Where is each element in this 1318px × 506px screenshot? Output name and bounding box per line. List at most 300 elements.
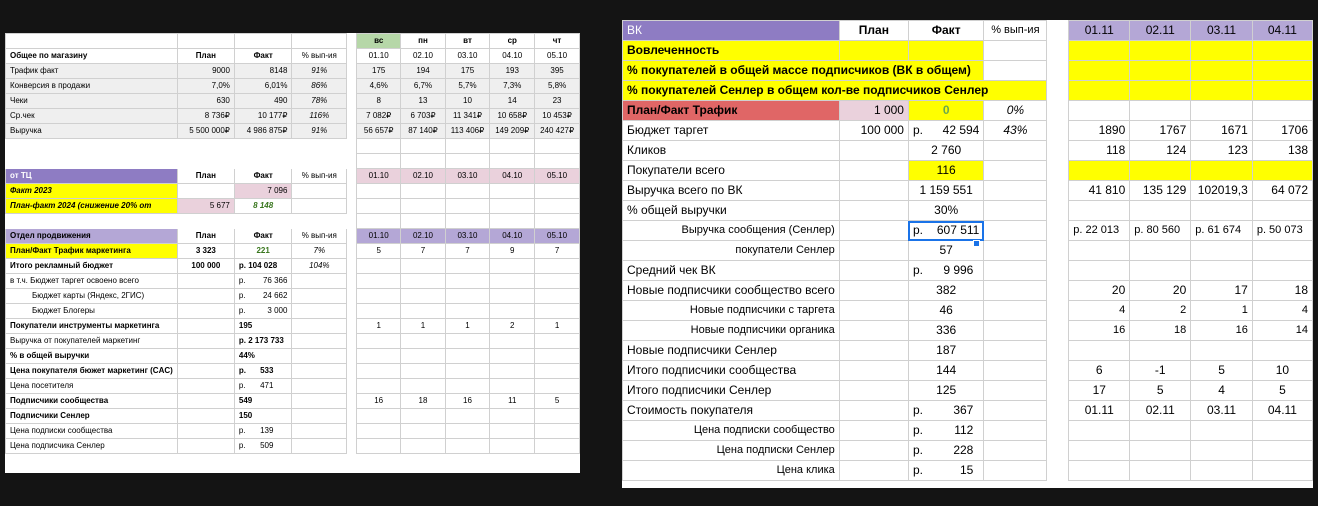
- row-label[interactable]: Итого подписчики Сенлер: [623, 381, 840, 401]
- plan-header[interactable]: План: [177, 49, 234, 64]
- row-label[interactable]: Цена посетителя: [6, 379, 178, 394]
- pct-header[interactable]: % вып-ия: [292, 229, 347, 244]
- day-cell[interactable]: 7: [535, 244, 580, 259]
- value: 607 511: [936, 223, 980, 237]
- fact-cell[interactable]: [234, 364, 292, 379]
- value: 76 366: [262, 276, 288, 285]
- day-cell[interactable]: 194: [401, 64, 445, 79]
- fact-cell[interactable]: [908, 401, 983, 421]
- right-table: [622, 20, 1313, 481]
- fact-cell[interactable]: 490: [234, 94, 292, 109]
- fact-cell[interactable]: [908, 421, 983, 441]
- day-cell[interactable]: 2: [1130, 301, 1191, 321]
- fact-cell[interactable]: 150: [234, 409, 292, 424]
- pct-cell[interactable]: 116%: [292, 109, 347, 124]
- fact-cell[interactable]: 549: [234, 394, 292, 409]
- row-label[interactable]: % покупателей в общей массе подписчиков (ВК в общем): [623, 61, 984, 81]
- day-cell[interactable]: 64 072: [1252, 181, 1312, 201]
- day-cell[interactable]: 4: [1191, 381, 1253, 401]
- day-cell[interactable]: 4,6%: [357, 79, 401, 94]
- fact-cell[interactable]: 144: [908, 361, 983, 381]
- day-header[interactable]: 04.10: [490, 229, 535, 244]
- day-header[interactable]: 03.10: [445, 169, 490, 184]
- day-cell[interactable]: 1706: [1252, 121, 1312, 141]
- row-label[interactable]: Выручка сообщения (Сенлер): [623, 221, 840, 241]
- currency: р.: [912, 423, 923, 437]
- table-row: [6, 364, 580, 379]
- pct-cell[interactable]: 104%: [292, 259, 347, 274]
- day-cell[interactable]: 7: [445, 244, 490, 259]
- fact-cell[interactable]: 125: [908, 381, 983, 401]
- table-row: [623, 361, 1313, 381]
- day-cell[interactable]: 1: [445, 319, 490, 334]
- table-row: [623, 221, 1313, 241]
- day-cell[interactable]: 6 703₽: [401, 109, 445, 124]
- currency: р.: [238, 291, 246, 300]
- value: 509: [260, 441, 274, 450]
- day-cell[interactable]: 4: [1069, 301, 1130, 321]
- fact-cell[interactable]: [908, 261, 983, 281]
- table-row: [6, 319, 580, 334]
- row-label[interactable]: Покупатели инструменты маркетинга: [6, 319, 178, 334]
- fact-cell[interactable]: 0: [908, 101, 983, 121]
- row-label[interactable]: Выручка всего по ВК: [623, 181, 840, 201]
- day-cell[interactable]: 9: [490, 244, 535, 259]
- value: 471: [260, 381, 274, 390]
- day-header[interactable]: 01.11: [1069, 21, 1130, 41]
- day-cell[interactable]: -1: [1130, 361, 1191, 381]
- day-cell[interactable]: 1: [1191, 301, 1253, 321]
- value: 9 996: [943, 263, 974, 277]
- left-table: [5, 33, 580, 454]
- fact-cell[interactable]: 221: [234, 244, 292, 259]
- table-row: [6, 289, 580, 304]
- right-spreadsheet[interactable]: [622, 20, 1313, 488]
- table-row: [623, 321, 1313, 341]
- day-cell[interactable]: 16: [1069, 321, 1130, 341]
- day-cell[interactable]: р. 50 073: [1252, 221, 1312, 241]
- day-cell[interactable]: 17: [1069, 381, 1130, 401]
- plan-cell[interactable]: 630: [177, 94, 234, 109]
- day-cell[interactable]: 5: [1191, 361, 1253, 381]
- table-row: [6, 124, 580, 139]
- day-cell[interactable]: 135 129: [1130, 181, 1191, 201]
- day-header[interactable]: 02.10: [401, 169, 445, 184]
- tc-header-row: [6, 169, 580, 184]
- plan-cell[interactable]: 100 000: [177, 259, 234, 274]
- value: 3 000: [267, 306, 288, 315]
- day-cell[interactable]: 03.11: [1191, 401, 1253, 421]
- fact-header[interactable]: Факт: [234, 229, 292, 244]
- day-cell[interactable]: 23: [535, 94, 580, 109]
- table-row: [623, 261, 1313, 281]
- pct-cell[interactable]: 0%: [984, 101, 1047, 121]
- value: 24 662: [262, 291, 288, 300]
- day-cell[interactable]: 5: [1130, 381, 1191, 401]
- day-cell[interactable]: 18: [401, 394, 445, 409]
- day-cell[interactable]: 10 658₽: [490, 109, 535, 124]
- value: 15: [960, 463, 974, 477]
- table-row: [623, 61, 1313, 81]
- empty-row: [6, 139, 580, 154]
- row-label[interactable]: Цена подписки сообщества: [6, 424, 178, 439]
- day-cell[interactable]: 1: [401, 319, 445, 334]
- fact-cell[interactable]: [908, 121, 983, 141]
- pct-header[interactable]: % вып-ия: [292, 49, 347, 64]
- day-cell[interactable]: 175: [445, 64, 490, 79]
- day-cell[interactable]: 102019,3: [1191, 181, 1253, 201]
- value: 139: [260, 426, 274, 435]
- day-header[interactable]: 04.10: [490, 49, 535, 64]
- fact-cell[interactable]: 7 096: [234, 184, 292, 199]
- row-label[interactable]: Цена подписки сообщество: [623, 421, 840, 441]
- currency: р.: [238, 426, 246, 435]
- row-label[interactable]: Цена покупателя бюжет маркетинг (CAC): [6, 364, 178, 379]
- table-row: [6, 259, 580, 274]
- day-header[interactable]: 03.10: [445, 229, 490, 244]
- table-row: [6, 439, 580, 454]
- table-row: [6, 334, 580, 349]
- day-cell[interactable]: 6,7%: [401, 79, 445, 94]
- day-cell[interactable]: 16: [1191, 321, 1253, 341]
- row-label[interactable]: Трафик факт: [6, 64, 178, 79]
- day-cell[interactable]: р. 61 674: [1191, 221, 1253, 241]
- day-header[interactable]: 03.11: [1191, 21, 1253, 41]
- day-cell[interactable]: 4: [1252, 301, 1312, 321]
- dow-cell[interactable]: чт: [535, 34, 580, 49]
- table-row: [623, 241, 1313, 261]
- day-cell[interactable]: 41 810: [1069, 181, 1130, 201]
- table-row: [6, 109, 580, 124]
- row-label[interactable]: Покупатели всего: [623, 161, 840, 181]
- pct-cell[interactable]: 78%: [292, 94, 347, 109]
- row-label[interactable]: Новые подписчики с таргета: [623, 301, 840, 321]
- day-cell[interactable]: 6: [1069, 361, 1130, 381]
- day-cell[interactable]: 13: [401, 94, 445, 109]
- day-cell[interactable]: 7,3%: [490, 79, 535, 94]
- day-cell[interactable]: 1890: [1069, 121, 1130, 141]
- row-label[interactable]: % в общей выручки: [6, 349, 178, 364]
- day-cell[interactable]: 240 427₽: [535, 124, 580, 139]
- day-cell[interactable]: 138: [1252, 141, 1312, 161]
- table-row: [6, 184, 580, 199]
- day-cell[interactable]: 10: [1252, 361, 1312, 381]
- left-spreadsheet[interactable]: [5, 33, 580, 473]
- fact-header[interactable]: Факт: [234, 169, 292, 184]
- day-cell[interactable]: 175: [357, 64, 401, 79]
- row-label[interactable]: Средний чек ВК: [623, 261, 840, 281]
- day-cell[interactable]: 1: [535, 319, 580, 334]
- row-label[interactable]: Чеки: [6, 94, 178, 109]
- day-header[interactable]: 04.11: [1252, 21, 1312, 41]
- table-row: [623, 341, 1313, 361]
- fact-cell[interactable]: 382: [908, 281, 983, 301]
- row-label[interactable]: в т.ч. Бюджет таргет освоено всего: [6, 274, 178, 289]
- currency: р.: [912, 123, 923, 137]
- pct-header[interactable]: % вып-ия: [984, 21, 1047, 41]
- day-cell[interactable]: р. 22 013: [1069, 221, 1130, 241]
- fact-cell[interactable]: 8148: [234, 64, 292, 79]
- value: 42 594: [942, 123, 980, 137]
- row-label[interactable]: Новые подписчики Сенлер: [623, 341, 840, 361]
- plan-cell[interactable]: 3 323: [177, 244, 234, 259]
- day-header[interactable]: 05.10: [535, 49, 580, 64]
- day-header[interactable]: 01.10: [357, 229, 401, 244]
- fact-cell[interactable]: 187: [908, 341, 983, 361]
- plan-header[interactable]: План: [177, 229, 234, 244]
- row-label[interactable]: Бюджет таргет: [623, 121, 840, 141]
- plan-cell[interactable]: 8 736₽: [177, 109, 234, 124]
- pct-cell[interactable]: 7%: [292, 244, 347, 259]
- promo-header-row: [6, 229, 580, 244]
- day-cell[interactable]: 113 406₽: [445, 124, 490, 139]
- fact-cell[interactable]: 116: [908, 161, 983, 181]
- day-cell[interactable]: 395: [535, 64, 580, 79]
- day-cell[interactable]: 7 082₽: [357, 109, 401, 124]
- day-cell[interactable]: 5,8%: [535, 79, 580, 94]
- day-header[interactable]: 02.11: [1130, 21, 1191, 41]
- table-row: [6, 409, 580, 424]
- plan-cell[interactable]: 100 000: [839, 121, 908, 141]
- day-cell[interactable]: 10: [445, 94, 490, 109]
- table-row: [6, 199, 580, 214]
- value: 228: [953, 443, 974, 457]
- day-cell[interactable]: 5: [357, 244, 401, 259]
- row-label[interactable]: Цена подписки Сенлер: [623, 441, 840, 461]
- plan-cell[interactable]: 5 677: [177, 199, 234, 214]
- header-row: [623, 21, 1313, 41]
- plan-cell[interactable]: 1 000: [839, 101, 908, 121]
- table-row: [6, 94, 580, 109]
- day-cell[interactable]: 7: [401, 244, 445, 259]
- store-title[interactable]: Общее по магазину: [6, 49, 178, 64]
- currency: р.: [238, 381, 246, 390]
- plan-cell[interactable]: 7,0%: [177, 79, 234, 94]
- day-cell[interactable]: 8: [357, 94, 401, 109]
- fact-cell[interactable]: 57: [908, 241, 983, 261]
- day-cell[interactable]: 5: [535, 394, 580, 409]
- table-row: [6, 349, 580, 364]
- plan-cell[interactable]: 9000: [177, 64, 234, 79]
- fact-cell[interactable]: 1 159 551: [908, 181, 983, 201]
- fact-cell[interactable]: [234, 424, 292, 439]
- table-row: [6, 394, 580, 409]
- row-label[interactable]: План-факт 2024 (снижение 20% от: [6, 199, 178, 214]
- day-cell[interactable]: 02.11: [1130, 401, 1191, 421]
- fact-cell[interactable]: 8 148: [234, 199, 292, 214]
- dow-cell[interactable]: вс: [357, 34, 401, 49]
- pct-cell[interactable]: 86%: [292, 79, 347, 94]
- fact-cell-selected[interactable]: [908, 221, 983, 241]
- plan-cell[interactable]: 5 500 000₽: [177, 124, 234, 139]
- table-row: [623, 161, 1313, 181]
- fact-cell[interactable]: [908, 441, 983, 461]
- promo-title[interactable]: Отдел продвижения: [6, 229, 178, 244]
- fact-cell[interactable]: [908, 461, 983, 481]
- day-cell[interactable]: 18: [1130, 321, 1191, 341]
- fact-header[interactable]: Факт: [234, 49, 292, 64]
- day-cell[interactable]: 20: [1069, 281, 1130, 301]
- plan-header[interactable]: План: [177, 169, 234, 184]
- plan-header[interactable]: План: [839, 21, 908, 41]
- row-label[interactable]: Новые подписчики органика: [623, 321, 840, 341]
- row-label[interactable]: Выручка: [6, 124, 178, 139]
- currency: р.: [238, 441, 246, 450]
- day-cell[interactable]: 17: [1191, 281, 1253, 301]
- day-cell[interactable]: 1767: [1130, 121, 1191, 141]
- table-row: [623, 201, 1313, 221]
- day-header[interactable]: 03.10: [445, 49, 490, 64]
- fact-cell[interactable]: 30%: [908, 201, 983, 221]
- row-label[interactable]: % общей выручки: [623, 201, 840, 221]
- fact-cell[interactable]: 46: [908, 301, 983, 321]
- day-cell[interactable]: 11: [490, 394, 535, 409]
- pct-cell[interactable]: 43%: [984, 121, 1047, 141]
- row-label[interactable]: Вовлеченность: [623, 41, 840, 61]
- row-label[interactable]: План/Факт Трафик маркетинга: [6, 244, 178, 259]
- table-row: [623, 441, 1313, 461]
- row-label[interactable]: Бюджет Блогеры: [6, 304, 178, 319]
- fact-cell[interactable]: [234, 379, 292, 394]
- vk-title[interactable]: ВК: [623, 21, 840, 41]
- dow-cell[interactable]: ср: [490, 34, 535, 49]
- table-row: [6, 244, 580, 259]
- fact-header[interactable]: Факт: [908, 21, 983, 41]
- row-label[interactable]: % покупателей Сенлер в общем кол-ве подписчиков Сенлер: [623, 81, 1047, 101]
- table-row: [6, 274, 580, 289]
- row-label[interactable]: План/Факт Трафик: [623, 101, 840, 121]
- value: 533: [260, 366, 274, 375]
- table-row: [6, 64, 580, 79]
- value: 367: [953, 403, 974, 417]
- selection-fill-handle[interactable]: [973, 240, 980, 247]
- row-label[interactable]: Кликов: [623, 141, 840, 161]
- row-label[interactable]: Выручка от покупателей маркетинг: [6, 334, 178, 349]
- row-label[interactable]: Новые подписчики сообщество всего: [623, 281, 840, 301]
- day-cell[interactable]: 118: [1069, 141, 1130, 161]
- day-cell[interactable]: р. 80 560: [1130, 221, 1191, 241]
- row-label[interactable]: Подписчики Сенлер: [6, 409, 178, 424]
- day-header[interactable]: 05.10: [535, 229, 580, 244]
- row-label[interactable]: Конверсия в продажи: [6, 79, 178, 94]
- table-row: [623, 421, 1313, 441]
- day-cell[interactable]: 10 453₽: [535, 109, 580, 124]
- fact-cell[interactable]: 44%: [234, 349, 292, 364]
- day-cell[interactable]: 04.11: [1252, 401, 1312, 421]
- currency: р.: [912, 263, 923, 277]
- day-cell[interactable]: 56 657₽: [357, 124, 401, 139]
- day-header[interactable]: 05.10: [535, 169, 580, 184]
- empty-row: [6, 214, 580, 229]
- row-label[interactable]: Стоимость покупателя: [623, 401, 840, 421]
- fact-cell[interactable]: [234, 274, 292, 289]
- fact-cell[interactable]: 2 760: [908, 141, 983, 161]
- fact-cell[interactable]: 4 986 875₽: [234, 124, 292, 139]
- currency: р.: [238, 366, 246, 375]
- currency: р.: [912, 223, 923, 237]
- day-header[interactable]: 02.10: [401, 49, 445, 64]
- currency: р.: [238, 261, 246, 270]
- fact-cell[interactable]: р. 2 173 733: [234, 334, 292, 349]
- table-row: [623, 81, 1313, 101]
- table-row: [623, 181, 1313, 201]
- table-row: [623, 281, 1313, 301]
- day-cell[interactable]: 16: [445, 394, 490, 409]
- fact-cell[interactable]: [234, 304, 292, 319]
- day-cell[interactable]: 193: [490, 64, 535, 79]
- day-cell[interactable]: 123: [1191, 141, 1253, 161]
- row-label[interactable]: Ср.чек: [6, 109, 178, 124]
- day-cell[interactable]: 124: [1130, 141, 1191, 161]
- tc-title[interactable]: от ТЦ: [6, 169, 178, 184]
- row-label[interactable]: Факт 2023: [6, 184, 178, 199]
- table-row: [6, 79, 580, 94]
- day-cell[interactable]: 16: [357, 394, 401, 409]
- row-label[interactable]: Итого рекламный бюджет: [6, 259, 178, 274]
- fact-cell[interactable]: 195: [234, 319, 292, 334]
- row-label[interactable]: Цена клика: [623, 461, 840, 481]
- row-label[interactable]: Цена подписчика Сенлер: [6, 439, 178, 454]
- value: 104 028: [248, 261, 278, 270]
- dow-cell[interactable]: вт: [445, 34, 490, 49]
- row-label[interactable]: Подписчики сообщества: [6, 394, 178, 409]
- day-header[interactable]: 01.10: [357, 169, 401, 184]
- fact-cell[interactable]: 6,01%: [234, 79, 292, 94]
- day-header[interactable]: 04.10: [490, 169, 535, 184]
- table-row: [623, 101, 1313, 121]
- day-cell[interactable]: 1671: [1191, 121, 1253, 141]
- day-cell[interactable]: 01.11: [1069, 401, 1130, 421]
- row-label[interactable]: покупатели Сенлер: [623, 241, 840, 261]
- pct-header[interactable]: % вып-ия: [292, 169, 347, 184]
- table-row: [623, 461, 1313, 481]
- day-cell[interactable]: 87 140₽: [401, 124, 445, 139]
- table-row: [623, 381, 1313, 401]
- day-cell[interactable]: 14: [490, 94, 535, 109]
- pct-cell[interactable]: 91%: [292, 64, 347, 79]
- row-label[interactable]: Бюджет карты (Яндекс, 2ГИС): [6, 289, 178, 304]
- dow-row: [6, 34, 580, 49]
- fact-cell[interactable]: 10 177₽: [234, 109, 292, 124]
- day-cell[interactable]: 1: [357, 319, 401, 334]
- table-row: [623, 401, 1313, 421]
- currency: р.: [912, 463, 923, 477]
- day-header[interactable]: 01.10: [357, 49, 401, 64]
- day-cell[interactable]: 14: [1252, 321, 1312, 341]
- currency: р.: [912, 403, 923, 417]
- dow-cell[interactable]: пн: [401, 34, 445, 49]
- fact-cell[interactable]: [234, 439, 292, 454]
- row-label[interactable]: Итого подписчики сообщества: [623, 361, 840, 381]
- day-cell[interactable]: 5,7%: [445, 79, 490, 94]
- day-cell[interactable]: 5: [1252, 381, 1312, 401]
- day-cell[interactable]: 2: [490, 319, 535, 334]
- table-row: [6, 379, 580, 394]
- table-row: [623, 141, 1313, 161]
- day-header[interactable]: 02.10: [401, 229, 445, 244]
- pct-cell[interactable]: 91%: [292, 124, 347, 139]
- table-row: [623, 121, 1313, 141]
- day-cell[interactable]: 20: [1130, 281, 1191, 301]
- day-cell[interactable]: 11 341₽: [445, 109, 490, 124]
- day-cell[interactable]: 18: [1252, 281, 1312, 301]
- fact-cell[interactable]: 336: [908, 321, 983, 341]
- table-row: [623, 301, 1313, 321]
- currency: р.: [238, 306, 246, 315]
- fact-cell[interactable]: [234, 259, 292, 274]
- fact-cell[interactable]: [234, 289, 292, 304]
- day-cell[interactable]: 149 209₽: [490, 124, 535, 139]
